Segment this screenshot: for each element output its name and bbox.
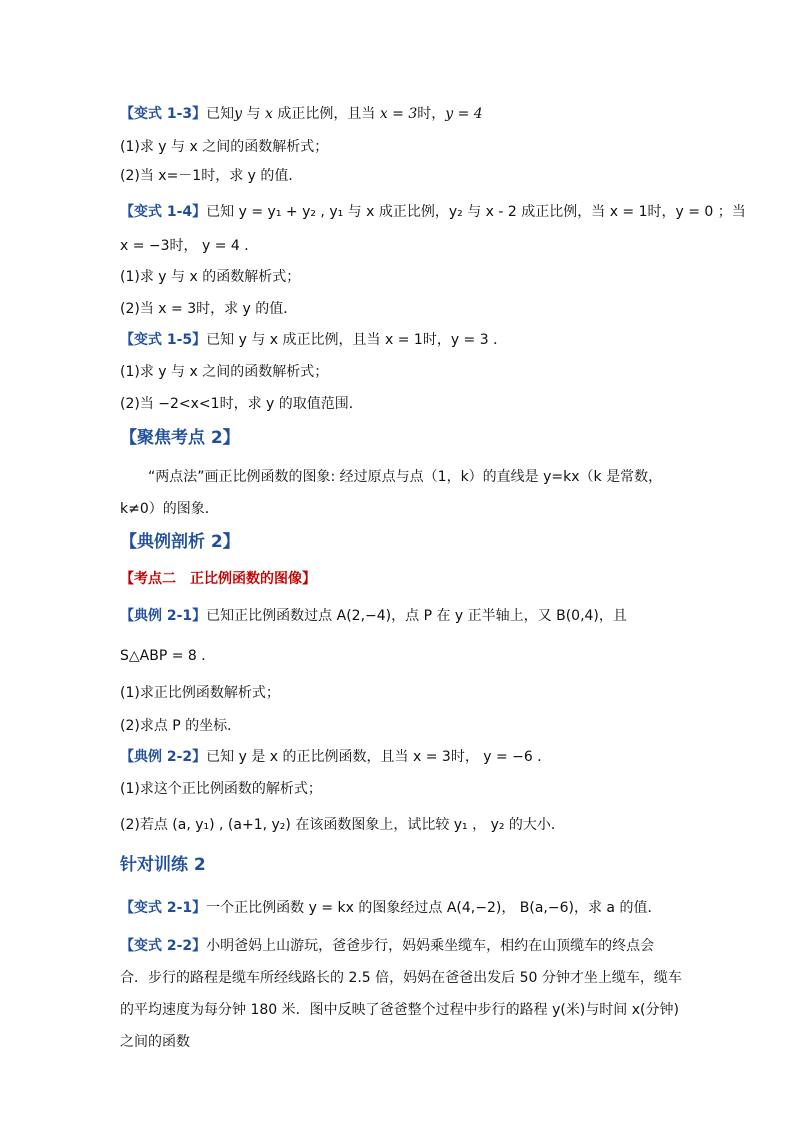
bianshi-1-3-statement [120,104,483,124]
bianshi-2-1-line1: 一个正比例函数 y = kx 的图象经过点 A(4,−2)， B(a,−6)，求 a 的值． [206,900,662,916]
bianshi-1-3-text-b: 与 [242,106,265,122]
bianshi-1-4-q1: (1)求 y 与 x 的函数解析式； [120,269,301,285]
bianshi-1-5-statement [120,330,507,350]
bianshi-1-3-tag: 【变式 1-3】 [120,106,207,122]
dianli-2-2-line1: 已知 y 是 x 的正比例函数，且当 x = 3时， y = −6 ． [206,749,552,765]
bianshi-1-4-statement [120,202,746,222]
bianshi-2-1-statement [120,898,661,918]
bianshi-2-2-body: 小明爸妈上山游玩，爸爸步行，妈妈乘坐缆车，相约在山顶缆车的终点会合．步行的路程是缆车所经线路长的 2.5 倍，妈妈在爸爸出发后 50 分钟才坐上缆车，缆车的平均速度为每分钟 180 米．图中反映了爸爸整个过程中步行的路程 y(米)与时间 x(分钟)之间的函数 [120,938,682,1050]
bianshi-1-5-line1: 已知 y 与 x 成正比例，且当 x = 1时，y = 3 ． [206,332,508,348]
dianli-2-1-tag: 【典例 2-1】 [120,608,207,624]
dianli-2-1-line1: 已知正比例函数过点 A(2,−4)，点 P 在 y 正半轴上，又 B(0,4)，且 [206,608,627,624]
bianshi-1-4-line2: x = −3时， y = 4 ． [120,238,259,254]
training-2-heading: 针对训练 2 [120,855,206,875]
bianshi-2-1-tag: 【变式 2-1】 [120,900,207,916]
focus-2-body: “两点法”画正比例函数的图象: 经过原点与点（1，k）的直线是 y=kx（k 是常数，k≠0）的图象． [120,469,663,517]
bianshi-1-4-line1: 已知 y = y₁ + y₂ , y₁ 与 x 成正比例，y₂ 与 x - 2 成正比例，当 x = 1时，y = 0 ；当 [206,204,746,220]
bianshi-1-4-tag: 【变式 1-4】 [120,204,207,220]
bianshi-1-5-tag: 【变式 1-5】 [120,332,207,348]
var-x: x [265,106,273,122]
bianshi-2-2-tag: 【变式 2-2】 [120,938,207,954]
dianli-2-1-line2: S△ABP = 8 ． [120,648,216,664]
dianli-2-2-q2: (2)若点 (a, y₁) , (a+1, y₂) 在该函数图象上，试比较 y₁ ， y₂ 的大小． [120,817,565,833]
bianshi-1-3-text-d: 时， [417,106,446,122]
bianshi-2-2-statement [120,930,682,1058]
focus-2-heading: 【聚焦考点 2】 [120,428,240,448]
bianshi-1-4-q2: (2)当 x = 3时，求 y 的值． [120,301,298,317]
bianshi-1-3-text-c: 成正比例，且当 [272,106,380,122]
condition-x: x = 3 [379,106,418,122]
dianli-2-2-statement [120,747,551,767]
dianli-2-1-q1: (1)求正比例函数解析式； [120,685,280,701]
condition-y: y = 4 [445,106,483,122]
dianli-2-1-q2: (2)求点 P 的坐标． [120,718,242,734]
dianli-2-2-q1: (1)求这个正比例函数的解析式； [120,781,322,797]
bianshi-1-3-text-a: 已知 [206,106,235,122]
bianshi-1-5-q1: (1)求 y 与 x 之间的函数解析式； [120,364,329,380]
kaodian-2-heading: 【考点二 正比例函数的图像】 [120,571,316,587]
bianshi-1-3-q2: (2)当 x=－1时，求 y 的值． [120,168,303,184]
dianli-2-2-tag: 【典例 2-2】 [120,749,207,765]
dianli-2-1-statement [120,606,627,626]
bianshi-1-3-q1: (1)求 y 与 x 之间的函数解析式； [120,139,329,155]
bianshi-1-5-q2: (2)当 −2<x<1时，求 y 的取值范围． [120,396,363,412]
example-analysis-2-heading: 【典例剖析 2】 [120,532,240,552]
var-y: y [234,106,243,122]
